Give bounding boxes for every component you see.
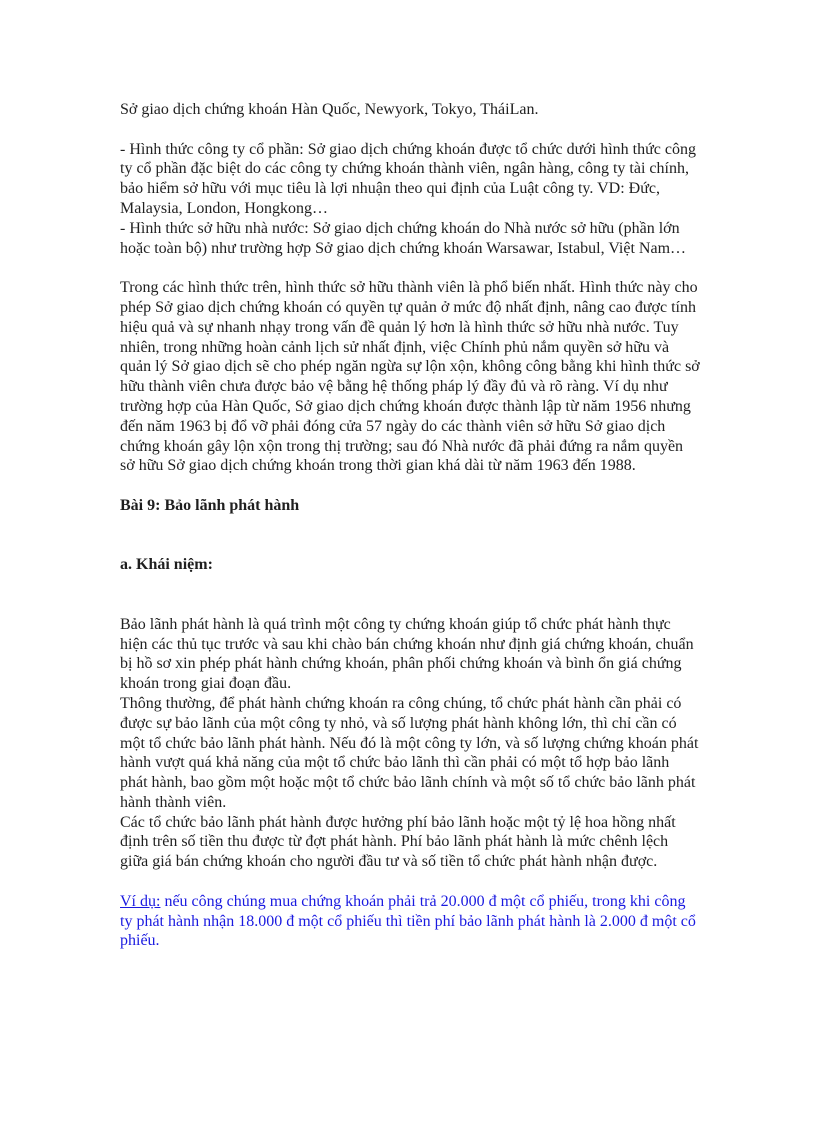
spacer bbox=[120, 872, 700, 892]
paragraph-state-owned-form: - Hình thức sở hữu nhà nước: Sở giao dịch chứng khoán do Nhà nước sở hữu (phần lớn hoặc toàn bộ) như trường hợp Sở giao dịch chứng khoán Warsawar, Istabul, Việt Nam… bbox=[120, 219, 687, 257]
example-paragraph bbox=[120, 892, 700, 951]
paragraph-definition: Bảo lãnh phát hành là quá trình một công ty chứng khoán giúp tổ chức phát hành thực hiện các thủ tục trước và sau khi chào bán chứng khoán như định giá chứng khoán, chuẩn bị hồ sơ xin phép phát hành chứng khoán, phân phối chứng khoán và bình ổn giá chứng khoán trong giai đoạn đầu. bbox=[120, 615, 694, 693]
paragraph-joint-stock-form: - Hình thức công ty cổ phần: Sở giao dịch chứng khoán được tổ chức dưới hình thức công ty cổ phần đặc biệt do các công ty chứng khoán thành viên, ngân hàng, công ty tài chính, bảo hiểm sở hữu với mục tiêu là lợi nhuận theo qui định của Luật công ty. VD: Đức, Malaysia, London, Hongkong… bbox=[120, 140, 696, 217]
paragraph-membership-form: Trong các hình thức trên, hình thức sở hữu thành viên là phổ biến nhất. Hình thức này cho phép Sở giao dịch chứng khoán có quyền tự quản ở mức độ nhất định, nâng cao được tính hiệu quả và sự nhanh nhạy trong vấn đề quản lý hơn là hình thức sở hữu nhà nước. Tuy nhiên, trong những hoàn cảnh lịch sử nhất định, việc Chính phủ nắm quyền sở hữu và quản lý Sở giao dịch sẽ cho phép ngăn ngừa sự lộn xộn, không công bằng khi hình thức sở hữu thành viên chưa được bảo vệ bằng hệ thống pháp lý đầy đủ và rõ ràng. Ví dụ như trường hợp của Hàn Quốc, Sở giao dịch chứng khoán được thành lập từ năm 1956 nhưng đến năm 1963 bị đổ vỡ phải đóng cửa 57 ngày do các thành viên sở hữu Sở giao dịch chứng khoán gây lộn xộn trong thị trường; sau đó Nhà nước đã phải đứng ra nắm quyền sở hữu Sở giao dịch chứng khoán trong thời gian khá dài từ năm 1963 đến 1988. bbox=[120, 279, 700, 475]
spacer bbox=[120, 476, 700, 496]
paragraph-exchanges: Sở giao dịch chứng khoán Hàn Quốc, Newyork, Tokyo, TháiLan. bbox=[120, 101, 539, 118]
spacer bbox=[120, 258, 700, 278]
paragraph-usually: Thông thường, để phát hành chứng khoán ra công chúng, tổ chức phát hành cần phải có được sự bảo lãnh của một công ty nhỏ, và số lượng phát hành không lớn, thì chỉ cần có một tổ chức bảo lãnh phát hành. Nếu đó là một công ty lớn, và số lượng chứng khoán phát hành vượt quá khả năng của một tổ chức bảo lãnh thì cần phải có một tổ hợp bảo lãnh phát hành, bao gồm một hoặc một tổ chức bảo lãnh chính và một số tổ chức bảo lãnh phát hành thành viên. bbox=[120, 694, 699, 811]
section-heading-concept: a. Khái niệm: bbox=[120, 556, 213, 574]
spacer bbox=[120, 516, 700, 556]
example-text: nếu công chúng mua chứng khoán phải trả 20.000 đ một cổ phiếu, trong khi công ty phát hành nhận 18.000 đ một cổ phiếu thì tiền phí bảo lãnh phát hành là 2.000 đ một cổ phiếu. bbox=[120, 892, 696, 950]
spacer bbox=[120, 120, 700, 140]
lesson-heading: Bài 9: Bảo lãnh phát hành bbox=[120, 496, 300, 514]
example-label: Ví dụ: bbox=[120, 892, 161, 910]
document-page bbox=[120, 100, 700, 951]
paragraph-fees: Các tổ chức bảo lãnh phát hành được hưởng phí bảo lãnh hoặc một tỷ lệ hoa hồng nhất định trên số tiền thu được từ đợt phát hành. Phí bảo lãnh phát hành là mức chênh lệch giữa giá bán chứng khoán cho người đầu tư và số tiền tổ chức phát hành nhận được. bbox=[120, 813, 676, 871]
spacer bbox=[120, 575, 700, 615]
